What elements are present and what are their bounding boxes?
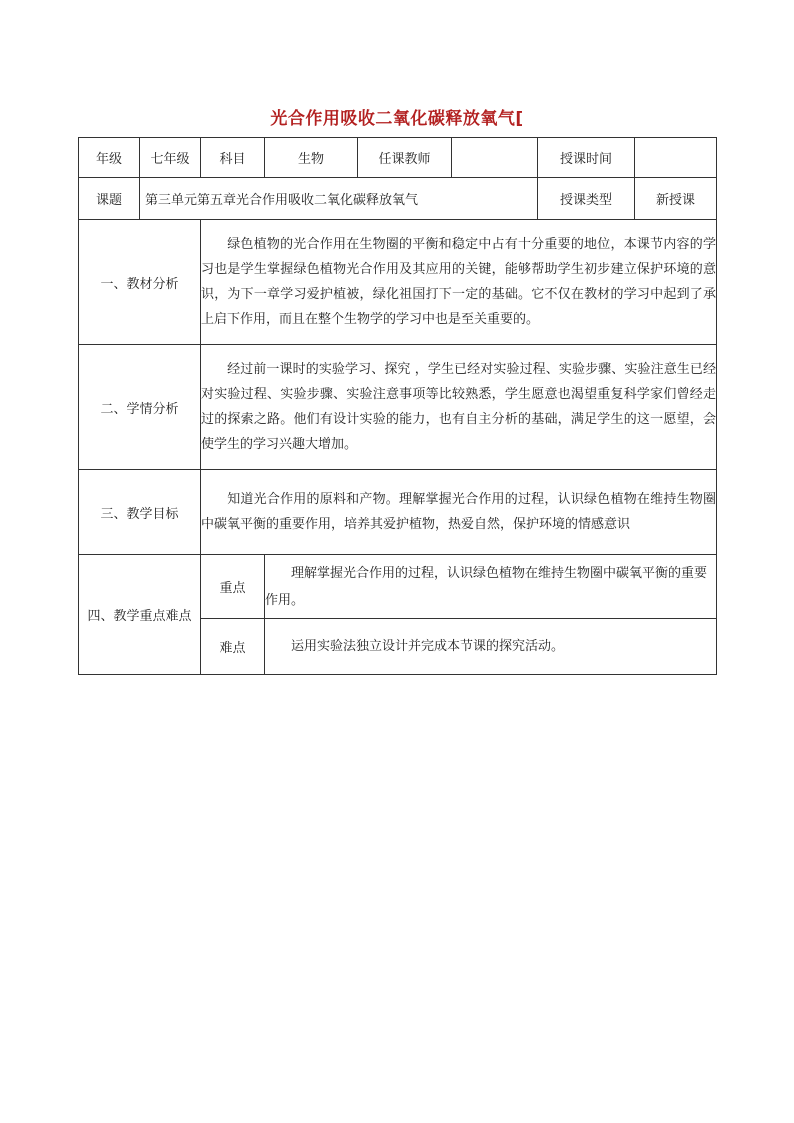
key-points-row-focus: [79, 555, 717, 619]
type-label: 授课类型: [538, 178, 635, 220]
grade-value: 七年级: [140, 138, 201, 178]
focus-text: [265, 555, 717, 619]
section-text-content: 绿色植物的光合作用在生物圈的平衡和稳定中占有十分重要的地位，本课节内容的学习也是学生掌握绿色植物光合作用及其应用的关键，能够帮助学生初步建立保护环境的意识，为下一章学习爱护植被，绿化祖国打下一定的基础。它不仅在教材的学习中起到了承上启下作用，而且在整个生物学的学习中也是至关重要的。: [201, 237, 716, 327]
topic-row: [79, 178, 717, 220]
section-label: 一、教材分析: [79, 220, 201, 345]
section-label: 三、教学目标: [79, 470, 201, 555]
subject-value: 生物: [265, 138, 358, 178]
difficulty-text: [265, 619, 717, 675]
section-text-content: 知道光合作用的原料和产物。理解掌握光合作用的过程，认识绿色植物在维持生物圈中碳氧平衡的重要作用，培养其爱护植物，热爱自然，保护环境的情感意识: [201, 492, 716, 532]
lesson-plan-table: [78, 137, 717, 675]
teacher-label: 任课教师: [358, 138, 452, 178]
time-value: [635, 138, 717, 178]
section-text-content: 经过前一课时的实验学习、探究 ，学生已经对实验过程、实验步骤、实验注意生已经对实验过程、实验步骤、实验注意事项等比较熟悉，学生愿意也渴望重复科学家们曾经走过的探索之路。他们有设计实验的能力，也有自主分析的基础，满足学生的这一愿望，会使学生的学习兴趣大增加。: [201, 362, 716, 452]
difficulty-text-content: 运用实验法独立设计并完成本节课的探究活动。: [291, 639, 565, 654]
document-title: 光合作用吸收二氧化碳释放氧气[: [270, 109, 524, 129]
section-row-students: [79, 345, 717, 470]
section-row-textbook: [79, 220, 717, 345]
difficulty-label: 难点: [201, 619, 265, 675]
focus-text-content: 理解掌握光合作用的过程，认识绿色植物在维持生物圈中碳氧平衡的重要作用。: [265, 565, 708, 608]
grade-label: 年级: [79, 138, 140, 178]
focus-label: 重点: [201, 555, 265, 619]
topic-label: 课题: [79, 178, 140, 220]
section-label: 二、学情分析: [79, 345, 201, 470]
topic-value: 第三单元第五章光合作用吸收二氧化碳释放氧气: [140, 178, 538, 220]
teacher-value: [452, 138, 538, 178]
header-row: [79, 138, 717, 178]
section-row-goals: [79, 470, 717, 555]
section-text: [201, 345, 717, 470]
time-label: 授课时间: [538, 138, 635, 178]
section-text: [201, 470, 717, 555]
type-value: 新授课: [635, 178, 717, 220]
subject-label: 科目: [201, 138, 265, 178]
key-points-label: 四、教学重点难点: [79, 555, 201, 675]
section-text: [201, 220, 717, 345]
